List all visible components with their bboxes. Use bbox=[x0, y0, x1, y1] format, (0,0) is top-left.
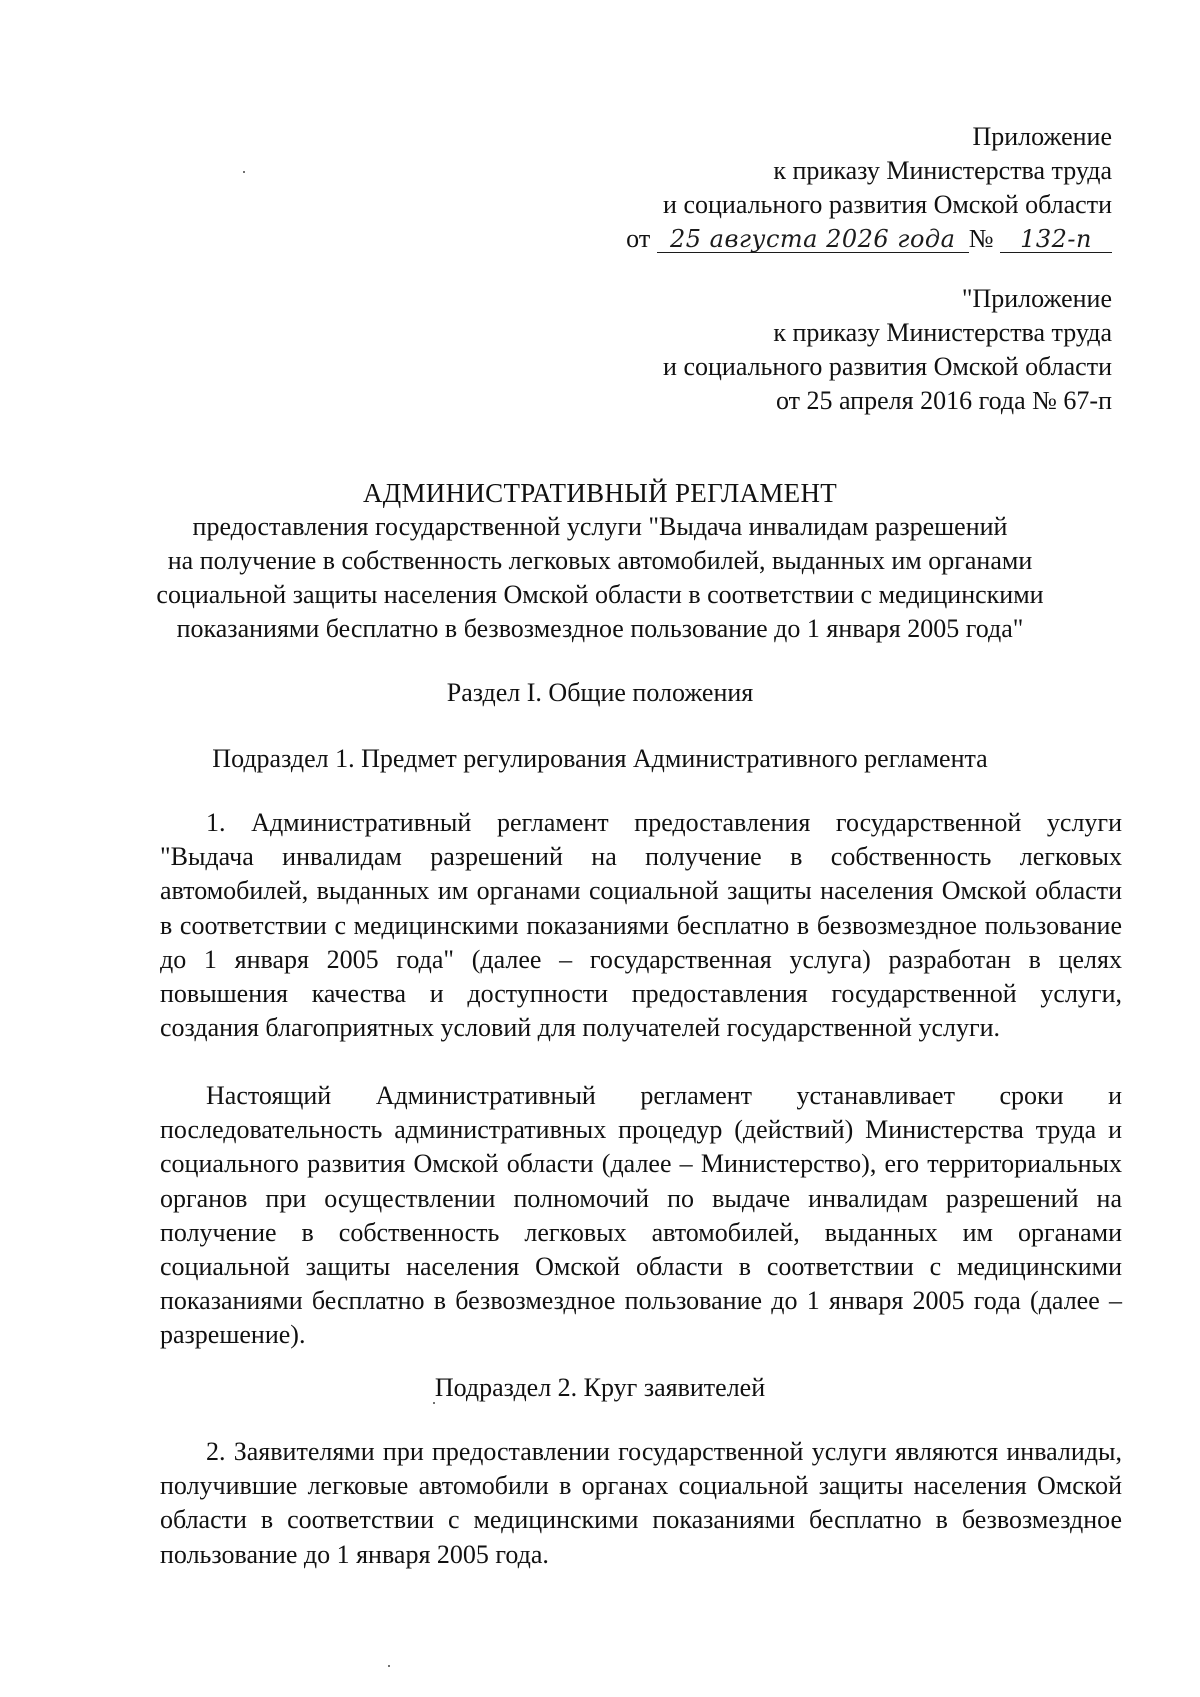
original-appendix-ministry: и социального развития Омской области bbox=[663, 352, 1112, 381]
title-main: АДМИНИСТРАТИВНЫЙ РЕГЛАМЕНТ bbox=[362, 478, 838, 508]
title-subtitle-line-3: социальной защиты населения Омской области в соответствии с медицинскими bbox=[156, 580, 1044, 609]
appendix-order-ref: к приказу Министерства труда bbox=[773, 156, 1112, 185]
title-subtitle-line-2: на получение в собственность легковых автомобилей, выданных им органами bbox=[167, 546, 1033, 575]
subsection-2-heading: Подраздел 2. Круг заявителей bbox=[434, 1373, 766, 1402]
number-label: № bbox=[968, 224, 994, 253]
scan-speck bbox=[433, 1402, 435, 1404]
appendix-header bbox=[626, 120, 1112, 256]
paragraph-1: 1. Административный регламент предоставления государственной услуги "Выдача инвалидам разрешений на получение в собственность легковых автомобилей, выданных им органами социальной защиты населения Омской области в соответствии с медицинскими показаниями бесплатно в безвозмездное пользование до 1 января 2005 года" (далее – государственная услуга) разработан в целях повышения качества и доступности предоставления государственной услуги, создания благоприятных условий для получателей государственной услуги. bbox=[160, 808, 1122, 1043]
title-subtitle-line-1: предоставления государственной услуги "Выдача инвалидам разрешений bbox=[192, 512, 1008, 541]
appendix-label: Приложение bbox=[972, 122, 1112, 151]
original-appendix-order-ref: к приказу Министерства труда bbox=[773, 318, 1112, 347]
scan-speck bbox=[243, 171, 245, 173]
title-subtitle-line-4: показаниями бесплатно в безвозмездное пользование до 1 января 2005 года" bbox=[176, 614, 1024, 643]
paragraph-3: 2. Заявителями при предоставлении государственной услуги являются инвалиды, получившие легковые автомобили в органах социальной защиты населения Омской области в соответствии с медицинскими показаниями бесплатно в безвозмездное пользование до 1 января 2005 года. bbox=[160, 1437, 1122, 1569]
subsection-1-heading: Подраздел 1. Предмет регулирования Административного регламента bbox=[212, 744, 988, 773]
scan-speck bbox=[388, 1665, 390, 1667]
appendix-ministry: и социального развития Омской области bbox=[663, 190, 1112, 219]
document-title bbox=[120, 476, 1080, 646]
from-label: от bbox=[626, 224, 651, 253]
paragraph-2: Настоящий Административный регламент устанавливает сроки и последовательность административных процедур (действий) Министерства труда и социального развития Омской области (далее – Министерство), его территориальных органов при осуществлении полномочий по выдаче инвалидам разрешений на получение в собственность легковых автомобилей, выданных им органами социальной защиты населения Омской области в соответствии с медицинскими показаниями бесплатно в безвозмездное пользование до 1 января 2005 года (далее – разрешение). bbox=[160, 1081, 1122, 1350]
handwritten-date: 25 августа 2026 года bbox=[657, 226, 969, 253]
appendix-date-line bbox=[626, 222, 1112, 256]
handwritten-number: 132-п bbox=[1000, 226, 1112, 253]
section-heading: Раздел I. Общие положения bbox=[446, 678, 754, 707]
original-appendix-header bbox=[663, 282, 1112, 418]
original-appendix-label: "Приложение bbox=[961, 284, 1112, 313]
original-appendix-date: от 25 апреля 2016 года № 67-п bbox=[775, 386, 1112, 415]
